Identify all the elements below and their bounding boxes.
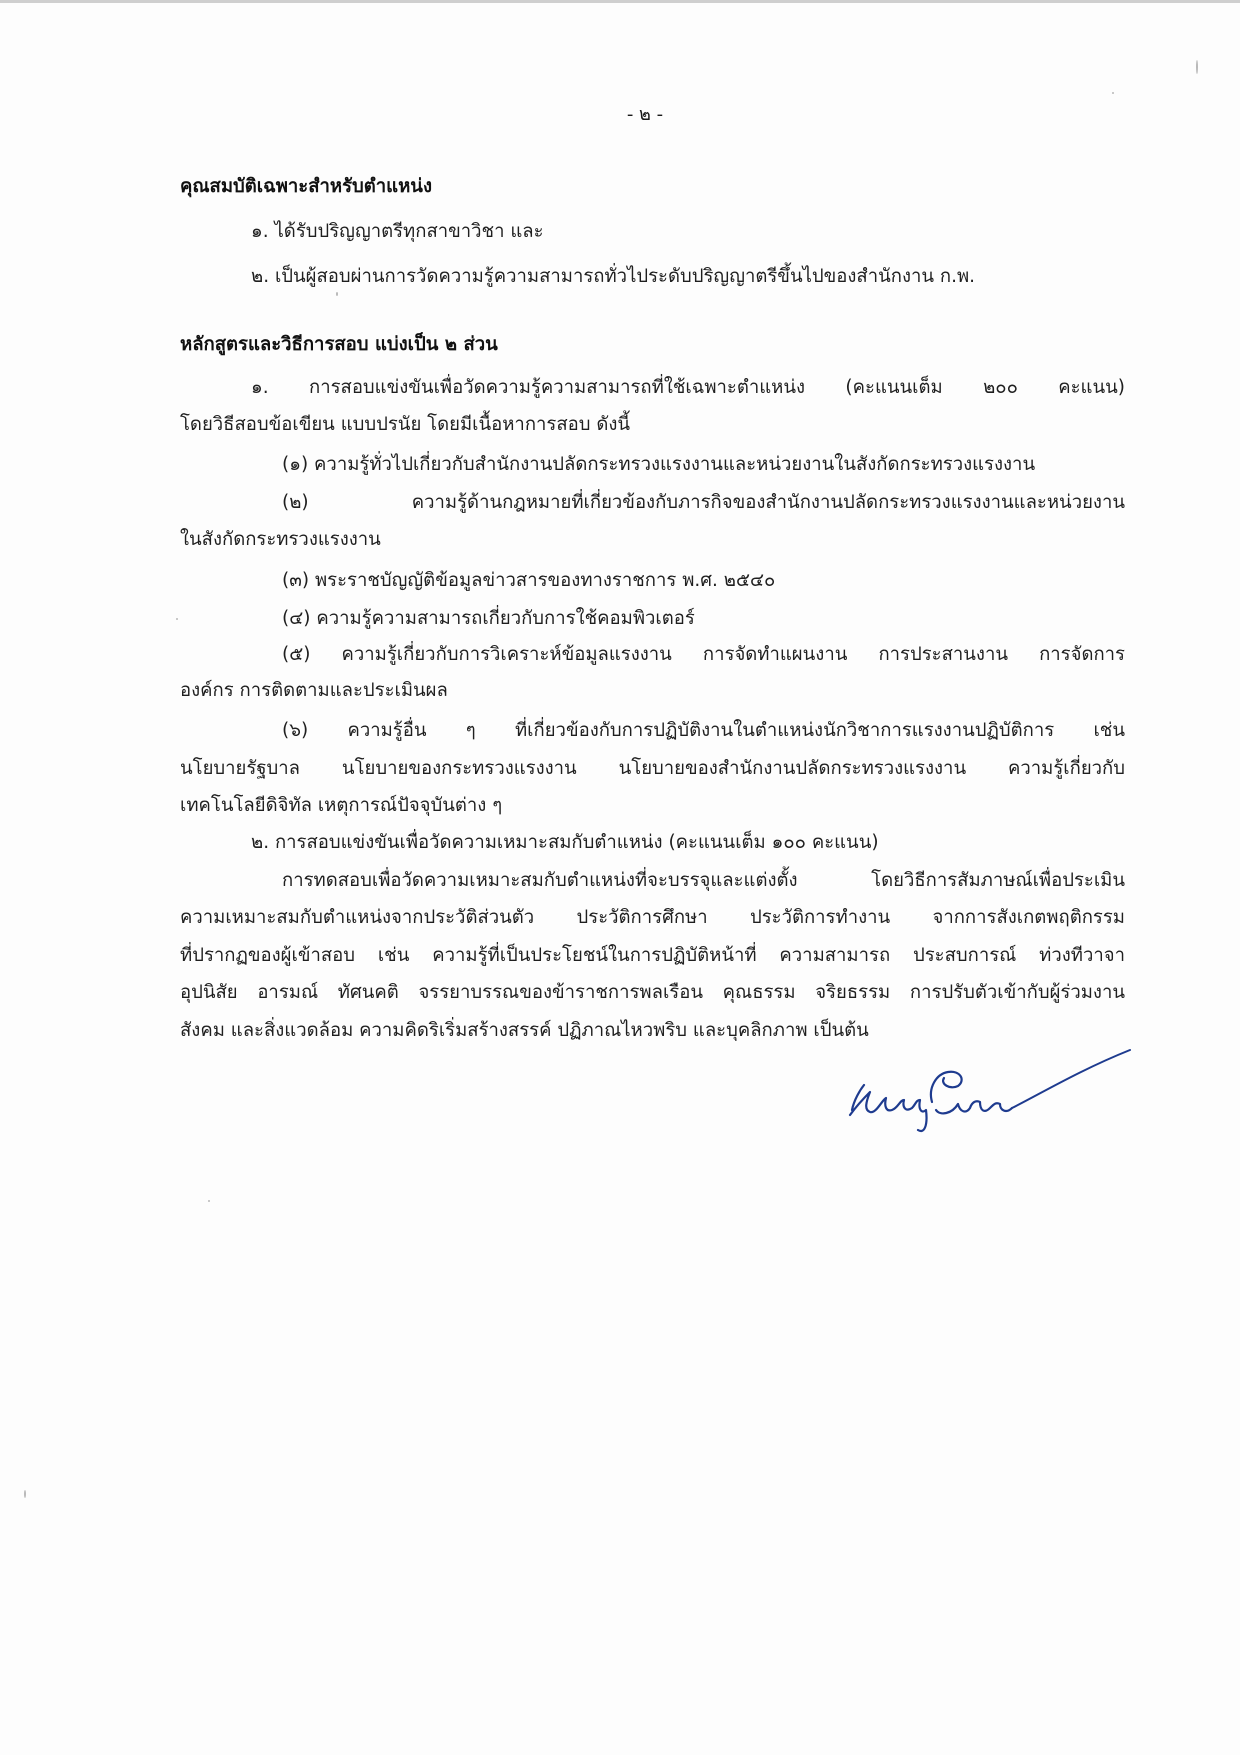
part2-title: ๒. การสอบแข่งขันเพื่อวัดความเหมาะสมกับตำแหน่ง (คะแนนเต็ม ๑๐๐ คะแนน) [251,832,879,853]
part2-paragraph-line: ที่ปรากฏของผู้เข้าสอบ เช่น ความรู้ที่เป็นประโยชน์ในการปฏิบัติหน้าที่ ความสามารถ ประสบการณ์ ท่วงทีวาจา [180,945,1125,966]
scan-speck [1196,60,1198,74]
scan-speck [336,292,338,296]
signature-flourish [1012,1050,1130,1108]
part1-title: ๑. การสอบแข่งขันเพื่อวัดความรู้ความสามารถที่ใช้เฉพาะตำแหน่ง (คะแนนเต็ม ๒๐๐ คะแนน) [251,377,1125,398]
qualification-item: ๑. ได้รับปริญญาตรีทุกสาขาวิชา และ [251,221,544,242]
part2-paragraph-line: อุปนิสัย อารมณ์ ทัศนคติ จรรยาบรรณของข้าราชการพลเรือน คุณธรรม จริยธรรม การปรับตัวเข้ากับผู้ร่วมงาน [180,982,1125,1003]
qualifications-heading: คุณสมบัติเฉพาะสำหรับตำแหน่ง [180,176,432,197]
curriculum-heading: หลักสูตรและวิธีการสอบ แบ่งเป็น ๒ ส่วน [180,334,498,355]
scan-speck [1112,92,1114,94]
signature-stroke-2 [931,1072,1012,1114]
part1-method: โดยวิธีสอบข้อเขียน แบบปรนัย โดยมีเนื้อหาการสอบ ดังนี้ [180,414,631,435]
scan-speck [176,618,178,620]
topic-3: (๓) พระราชบัญญัติข้อมูลข่าวสารของทางราชการ พ.ศ. ๒๕๔๐ [282,570,776,591]
topic-2-line-2: ในสังกัดกระทรวงแรงงาน [180,529,381,550]
topic-6-line-1: (๖) ความรู้อื่น ๆ ที่เกี่ยวข้องกับการปฏิบัติงานในตำแหน่งนักวิชาการแรงงานปฏิบัติการ เช่น [282,720,1125,741]
part2-paragraph-line: การทดสอบเพื่อวัดความเหมาะสมกับตำแหน่งที่จะบรรจุและแต่งตั้ง โดยวิธีการสัมภาษณ์เพื่อประเมิน [282,870,1125,891]
part2-paragraph-line: สังคม และสิ่งแวดล้อม ความคิดริเริ่มสร้างสรรค์ ปฏิภาณไหวพริบ และบุคลิกภาพ เป็นต้น [180,1020,869,1041]
part2-paragraph-line: ความเหมาะสมกับตำแหน่งจากประวัติส่วนตัว ประวัติการศึกษา ประวัติการทำงาน จากการสังเกตพฤติกรรม [180,907,1125,928]
signature-stroke-1 [850,1085,927,1131]
qualification-item: ๒. เป็นผู้สอบผ่านการวัดความรู้ความสามารถทั่วไประดับปริญญาตรีขึ้นไปของสำนักงาน ก.พ. [251,266,976,287]
page-number: - ๒ - [626,104,664,125]
topic-2-line-1: (๒) ความรู้ด้านกฎหมายที่เกี่ยวข้องกับภารกิจของสำนักงานปลัดกระทรวงแรงงานและหน่วยงาน [282,492,1125,513]
scan-speck [24,1490,26,1498]
topic-5-line-2: องค์กร การติดตามและประเมินผล [180,680,448,701]
scan-top-edge [0,0,1240,3]
signature [840,1030,1140,1140]
topic-5-line-1: (๕) ความรู้เกี่ยวกับการวิเคราะห์ข้อมูลแรงงาน การจัดทำแผนงาน การประสานงาน การจัดการ [282,644,1125,665]
topic-6-line-2: นโยบายรัฐบาล นโยบายของกระทรวงแรงงาน นโยบายของสำนักงานปลัดกระทรวงแรงงาน ความรู้เกี่ยวกับ [180,758,1125,779]
topic-1: (๑) ความรู้ทั่วไปเกี่ยวกับสำนักงานปลัดกระทรวงแรงงานและหน่วยงานในสังกัดกระทรวงแรงงาน [282,454,1036,475]
scan-speck [208,1200,210,1202]
topic-4: (๔) ความรู้ความสามารถเกี่ยวกับการใช้คอมพิวเตอร์ [282,608,695,629]
topic-6-line-3: เทคโนโลยีดิจิทัล เหตุการณ์ปัจจุบันต่าง ๆ [180,795,503,816]
